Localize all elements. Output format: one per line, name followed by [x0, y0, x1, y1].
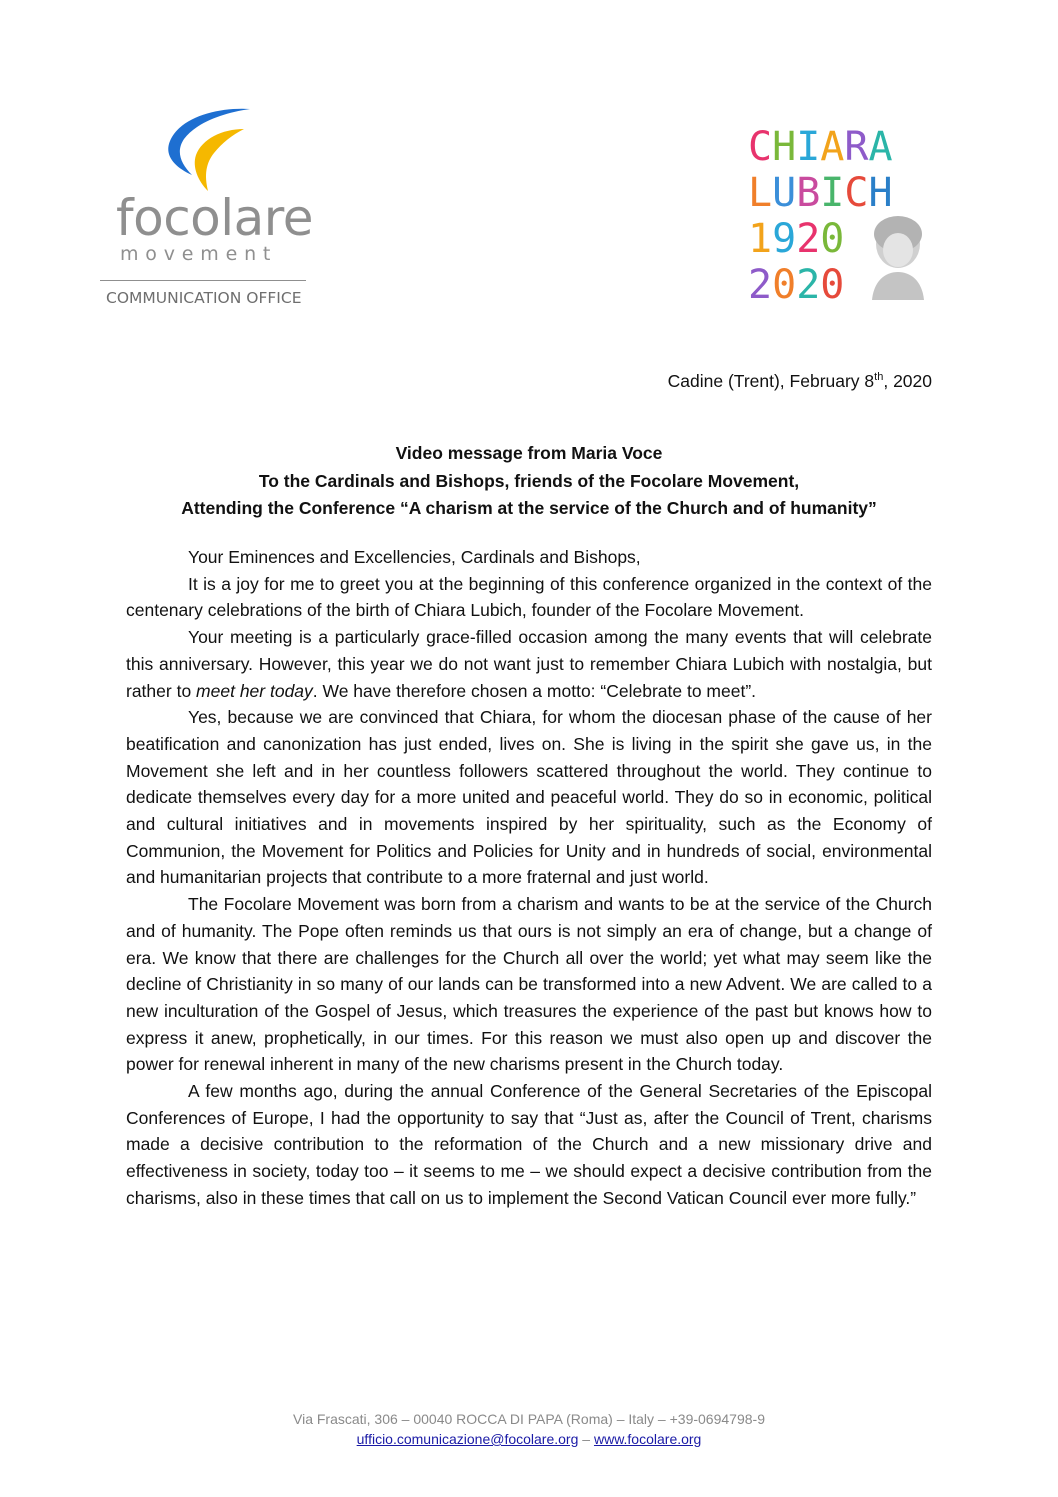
focolare-swoosh-icon: [158, 105, 258, 195]
dateline: Cadine (Trent), February 8th, 2020: [667, 370, 932, 391]
paragraph-4: The Focolare Movement was born from a charism and wants to be at the service of the Church and of humanity. The Pope often reminds us that ours is not simply an era of change, but a change of era. We know that there are challenges for the Church all over the world; yet what may seem like the decline of Christianity in so many of our lands can be transformed into a new Advent. We are called to a new inculturation of the Gospel of Jesus, which treasures the experience of the past but knows how to express it anew, prophetically, in our times. For this reason we must also open up and discover the power for renewal inherent in many of the new charisms present in the Church today.: [126, 894, 932, 1075]
paragraph-5: A few months ago, during the annual Conference of the General Secretaries of the Episcopal Conferences of Europe, I had the opportunity to say that “Just as, after the Council of Trent, charisms made a decisive contribution to the reformation of the Church and a new missionary drive and effectiveness in society, today too – it seems to me – we should expect a decisive contribution from the charisms, also in these times that call on us to implement the Second Vatican Council ever more fully.”: [126, 1081, 932, 1208]
letter-body: [126, 544, 932, 1212]
focolare-logo: [100, 105, 312, 320]
paragraph-2: Your meeting is a particularly grace-filled occasion among the many events that will celebrate this anniversary. However, this year we do not want just to remember Chiara Lubich with nostalgia, but rather to meet her today. We have therefore chosen a motto: “Celebrate to meet”.: [126, 627, 932, 701]
email-link[interactable]: ufficio.comunicazione@focolare.org: [356, 1431, 579, 1447]
paragraph-1: It is a joy for me to greet you at the beginning of this conference organized in the context of the centenary celebrations of the birth of Chiara Lubich, founder of the Focolare Movement.: [126, 573, 932, 621]
footer-separator: –: [578, 1431, 594, 1447]
greeting: Your Eminences and Excellencies, Cardinals and Bishops,: [188, 547, 641, 567]
title-line-2: To the Cardinals and Bishops, friends of the Focolare Movement,: [258, 470, 800, 491]
communication-office-label: COMMUNICATION OFFICE: [106, 289, 302, 307]
footer: [0, 1409, 1058, 1449]
document-titles: [126, 440, 932, 523]
wordmark-row-4: 2020: [748, 262, 845, 307]
wordmark-row-3: 1920: [748, 216, 845, 262]
logo-name: focolare: [116, 189, 314, 247]
logo-divider: [100, 280, 306, 281]
logo-subtitle: movement: [120, 243, 278, 265]
website-link[interactable]: www.focolare.org: [593, 1431, 702, 1447]
wordmark-row-2: LUBICH: [748, 170, 893, 216]
portrait-icon: [872, 216, 924, 300]
centenary-wordmark: [748, 122, 930, 307]
footer-address: Via Frascati, 306 – 00040 ROCCA DI PAPA (Roma) – Italy – +39-0694798-9: [293, 1411, 765, 1427]
paragraph-3: Yes, because we are convinced that Chiara, for whom the diocesan phase of the cause of her beatification and canonization has just ended, lives on. She is living in the spirit she gave us, in the Movement she left and in her countless followers scattered throughout the world. They continue to dedicate themselves every day for a more united and peaceful world. They do so in economic, political and cultural initiatives and in movements inspired by her spirituality, such as the Economy of Communion, the Movement for Politics and Policies for Unity and in hundreds of social, environmental and humanitarian projects that contribute to a more fraternal and just world.: [126, 707, 932, 888]
title-line-3: Attending the Conference “A charism at the service of the Church and of humanity”: [181, 498, 877, 518]
title-line-1: Video message from Maria Voce: [395, 443, 663, 463]
wordmark-row-1: CHIARA: [748, 124, 893, 170]
chiara-lubich-centenary-logo: [748, 122, 930, 307]
footer-links: [0, 1429, 1058, 1449]
